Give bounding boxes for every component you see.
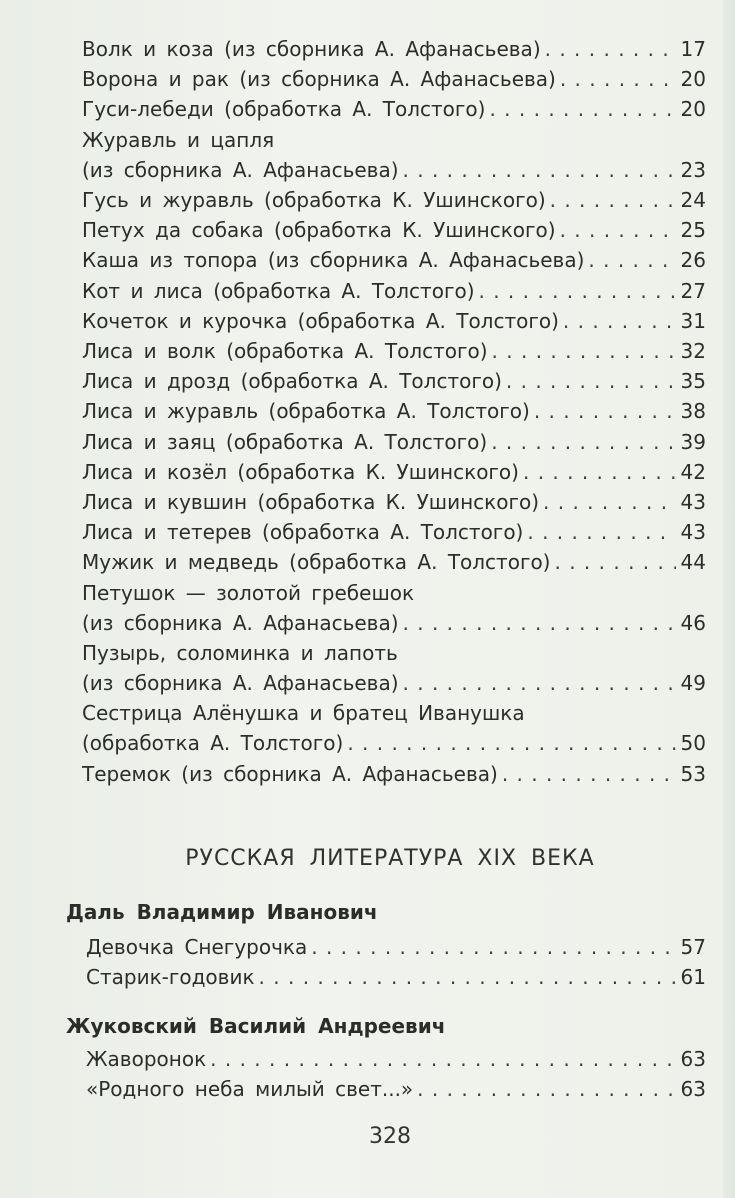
- entry-title: Петух да собака (обработка К. Ушинского): [82, 218, 556, 243]
- entry-page: 26: [680, 248, 706, 273]
- entry-page: 57: [680, 935, 706, 959]
- toc-entry: [86, 1074, 706, 1104]
- entry-page: 27: [680, 278, 706, 303]
- entry-title: Лиса и заяц (обработка А. Толстого): [82, 429, 488, 454]
- leader-dots: [588, 245, 676, 275]
- leader-dots: [534, 396, 676, 426]
- entry-title: Лиса и козёл (обработка К. Ушинского): [82, 459, 519, 484]
- entry-title: Лиса и волк (обработка А. Толстого): [82, 339, 488, 363]
- toc-entry: [82, 578, 706, 638]
- leader-dots: [489, 94, 676, 124]
- leader-dots: [555, 547, 677, 577]
- entry-page: 39: [680, 429, 706, 454]
- toc-entry: [86, 962, 706, 992]
- toc-entry: [82, 306, 706, 336]
- entry-title: Кочеток и курочка (обработка А. Толстого): [82, 308, 559, 333]
- entry-page: 44: [680, 550, 706, 575]
- entry-title: Петушок — золотой гребешок: [82, 580, 415, 605]
- entry-title: Ворона и рак (из сборника А. Афанасьева): [82, 67, 556, 92]
- toc-entry: [82, 759, 706, 789]
- entry-page: 31: [680, 308, 706, 333]
- leader-dots: [403, 668, 676, 698]
- entry-page: 20: [680, 97, 706, 122]
- entry-page: 53: [680, 761, 706, 786]
- section-title: РУССКАЯ ЛИТЕРАТУРА XIX ВЕКА: [185, 846, 595, 871]
- entry-page: 25: [680, 218, 706, 243]
- entry-title: Журавль и цапля: [82, 127, 275, 152]
- leader-dots: [417, 1074, 676, 1104]
- entry-title: Девочка Снегурочка: [86, 935, 308, 959]
- leader-dots: [502, 759, 676, 789]
- leader-dots: [550, 185, 676, 215]
- entry-title: (из сборника А. Афанасьева): [82, 157, 399, 182]
- leader-dots: [560, 64, 676, 94]
- entry-title: Жаворонок: [86, 1047, 207, 1071]
- entry-title: (обработка А. Толстого): [82, 731, 344, 756]
- toc-entry: [82, 215, 706, 245]
- leader-dots: [403, 155, 676, 185]
- entry-title: Гусь и журавль (обработка К. Ушинского): [82, 188, 546, 212]
- entry-title: Гуси-лебеди (обработка А. Толстого): [82, 97, 486, 122]
- toc-entry: [82, 487, 706, 517]
- entry-page: 50: [680, 731, 706, 756]
- toc-entry: [82, 245, 706, 275]
- entry-page: 63: [680, 1077, 706, 1101]
- toc-entry: [86, 1044, 706, 1074]
- toc-entry: [82, 396, 706, 426]
- leader-dots: [491, 427, 676, 457]
- leader-dots: [492, 336, 676, 366]
- toc-entry: [82, 457, 706, 487]
- toc-entry: [82, 366, 706, 396]
- entry-title: Каша из топора (из сборника А. Афанасьева): [82, 248, 585, 273]
- leader-dots: [560, 215, 676, 245]
- entry-page: 35: [680, 369, 706, 394]
- leader-dots: [543, 487, 676, 517]
- toc-entry: [82, 336, 706, 366]
- entry-title: (из сборника А. Афанасьева): [82, 671, 399, 695]
- author-name: Даль Владимир Иванович: [66, 900, 378, 924]
- leader-dots: [527, 517, 676, 547]
- toc-entry: [82, 185, 706, 215]
- entry-title: (из сборника А. Афанасьева): [82, 610, 399, 635]
- entry-page: 32: [680, 339, 706, 363]
- entry-page: 24: [680, 188, 706, 212]
- page-edge: [723, 0, 735, 1198]
- entry-page: 23: [680, 157, 706, 182]
- entry-page: 46: [680, 610, 706, 635]
- toc-entry: [82, 517, 706, 547]
- toc-entry: [82, 64, 706, 94]
- toc-entry: [82, 276, 706, 306]
- entry-title: Лиса и журавль (обработка А. Толстого): [82, 399, 530, 424]
- toc-entry: [82, 547, 706, 577]
- leader-dots: [506, 366, 676, 396]
- toc-entry: [82, 34, 706, 64]
- leader-dots: [523, 457, 676, 487]
- toc-entry: [82, 427, 706, 457]
- toc-entry: [86, 932, 706, 962]
- entry-page: 49: [680, 671, 706, 695]
- leader-dots: [210, 1044, 676, 1074]
- entry-page: 63: [680, 1047, 706, 1071]
- entry-page: 43: [680, 490, 706, 514]
- entry-page: 42: [680, 459, 706, 484]
- leader-dots: [563, 306, 676, 336]
- leader-dots: [545, 34, 676, 64]
- entry-title: Волк и коза (из сборника А. Афанасьева): [82, 37, 541, 61]
- author-name: Жуковский Василий Андреевич: [66, 1014, 446, 1038]
- toc-entry: [82, 698, 706, 758]
- toc-entry: [82, 94, 706, 124]
- page-number: 328: [369, 1124, 411, 1149]
- entry-title: Лиса и тетерев (обработка А. Толстого): [82, 520, 524, 545]
- entry-page: 20: [680, 67, 706, 92]
- entry-title: Кот и лиса (обработка А. Толстого): [82, 278, 475, 303]
- entry-page: 43: [680, 520, 706, 545]
- leader-dots: [259, 962, 676, 992]
- entry-title: Лиса и дрозд (обработка А. Толстого): [82, 369, 502, 394]
- entry-title: Мужик и медведь (обработка А. Толстого): [82, 550, 551, 575]
- leader-dots: [311, 932, 676, 962]
- toc-entry: [82, 638, 706, 698]
- entry-title: Пузырь, соломинка и лапоть: [82, 641, 398, 665]
- entry-title: Старик-годовик: [86, 965, 255, 989]
- entry-title: «Родного неба милый свет...»: [86, 1077, 414, 1101]
- entry-title: Сестрица Алёнушка и братец Иванушка: [82, 701, 525, 726]
- entry-page: 61: [680, 965, 706, 989]
- leader-dots: [479, 276, 677, 306]
- leader-dots: [403, 608, 676, 638]
- entry-page: 38: [680, 399, 706, 424]
- toc-entry: [82, 125, 706, 185]
- leader-dots: [347, 728, 676, 758]
- entry-title: Теремок (из сборника А. Афанасьева): [82, 761, 498, 786]
- entry-title: Лиса и кувшин (обработка К. Ушинского): [82, 490, 540, 514]
- entry-page: 17: [680, 37, 706, 61]
